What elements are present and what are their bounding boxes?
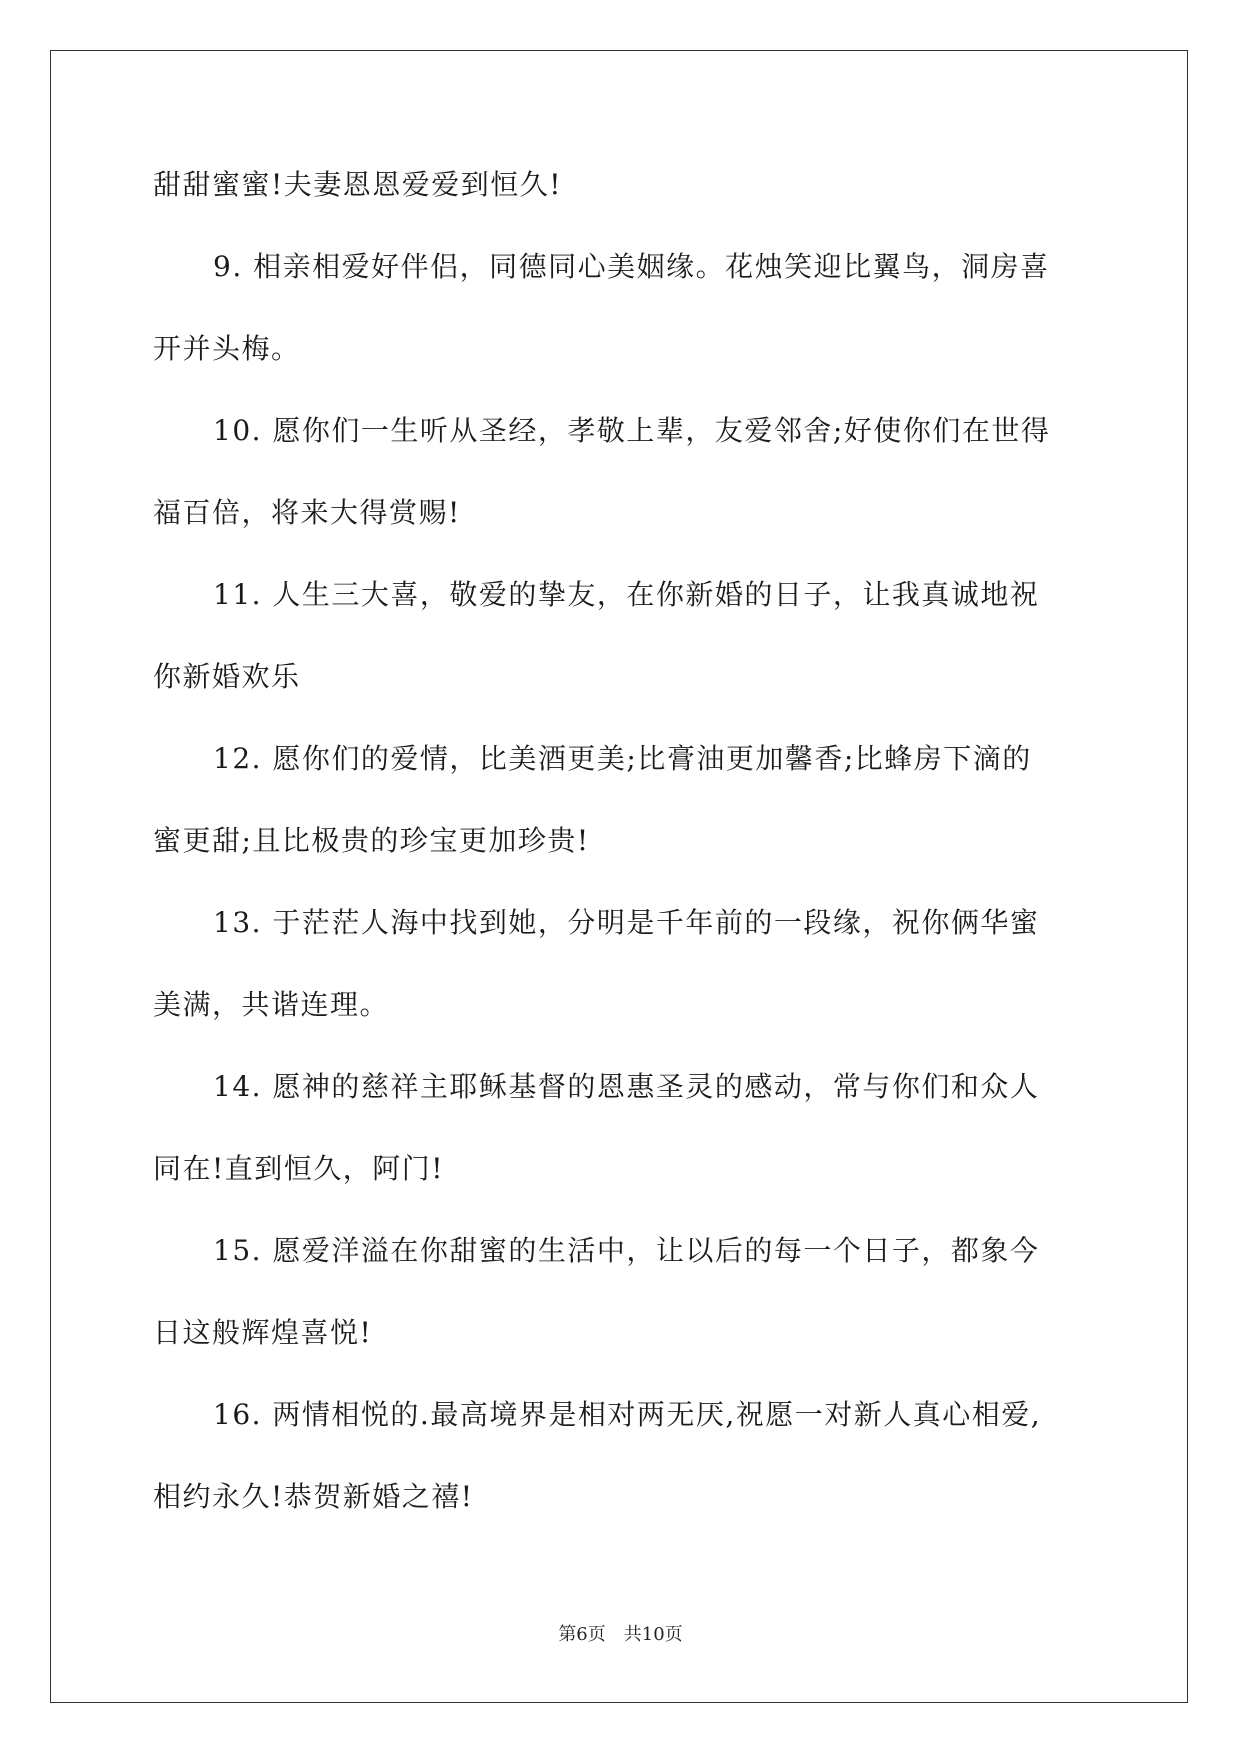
page-footer — [0, 1623, 1241, 1647]
text-line: 蜜更甜;且比极贵的珍宝更加珍贵! — [153, 824, 590, 857]
text-line: 15. 愿爱洋溢在你甜蜜的生活中，让以后的每一个日子，都象今 — [213, 1234, 1040, 1267]
text-line: 日这般辉煌喜悦! — [153, 1316, 373, 1349]
text-line: 10. 愿你们一生听从圣经，孝敬上辈，友爱邻舍;好使你们在世得 — [213, 414, 1051, 447]
text-line: 9. 相亲相爱好伴侣，同德同心美姻缘。花烛笑迎比翼鸟，洞房喜 — [213, 250, 1050, 283]
page-total: 共10页 — [623, 1624, 683, 1645]
text-line: 14. 愿神的慈祥主耶稣基督的恩惠圣灵的感动，常与你们和众人 — [213, 1070, 1040, 1103]
page-number: 第6页 — [558, 1624, 606, 1645]
text-line: 13. 于茫茫人海中找到她，分明是千年前的一段缘，祝你俩华蜜 — [213, 906, 1040, 939]
text-line: 16. 两情相悦的.最高境界是相对两无厌,祝愿一对新人真心相爱, — [213, 1398, 1042, 1431]
text-line: 开并头梅。 — [153, 332, 301, 365]
page-border — [50, 50, 1188, 1703]
text-line: 你新婚欢乐 — [153, 660, 301, 693]
text-line: 11. 人生三大喜，敬爱的挚友，在你新婚的日子，让我真诚地祝 — [213, 578, 1040, 611]
text-line: 相约永久!恭贺新婚之禧! — [153, 1480, 474, 1513]
text-line: 福百倍，将来大得赏赐! — [153, 496, 461, 529]
text-line: 美满，共谐连理。 — [153, 988, 390, 1021]
text-line: 12. 愿你们的爱情，比美酒更美;比膏油更加馨香;比蜂房下滴的 — [213, 742, 1032, 775]
text-line: 同在!直到恒久，阿门! — [153, 1152, 445, 1185]
text-line: 甜甜蜜蜜!夫妻恩恩爱爱到恒久! — [153, 168, 563, 201]
